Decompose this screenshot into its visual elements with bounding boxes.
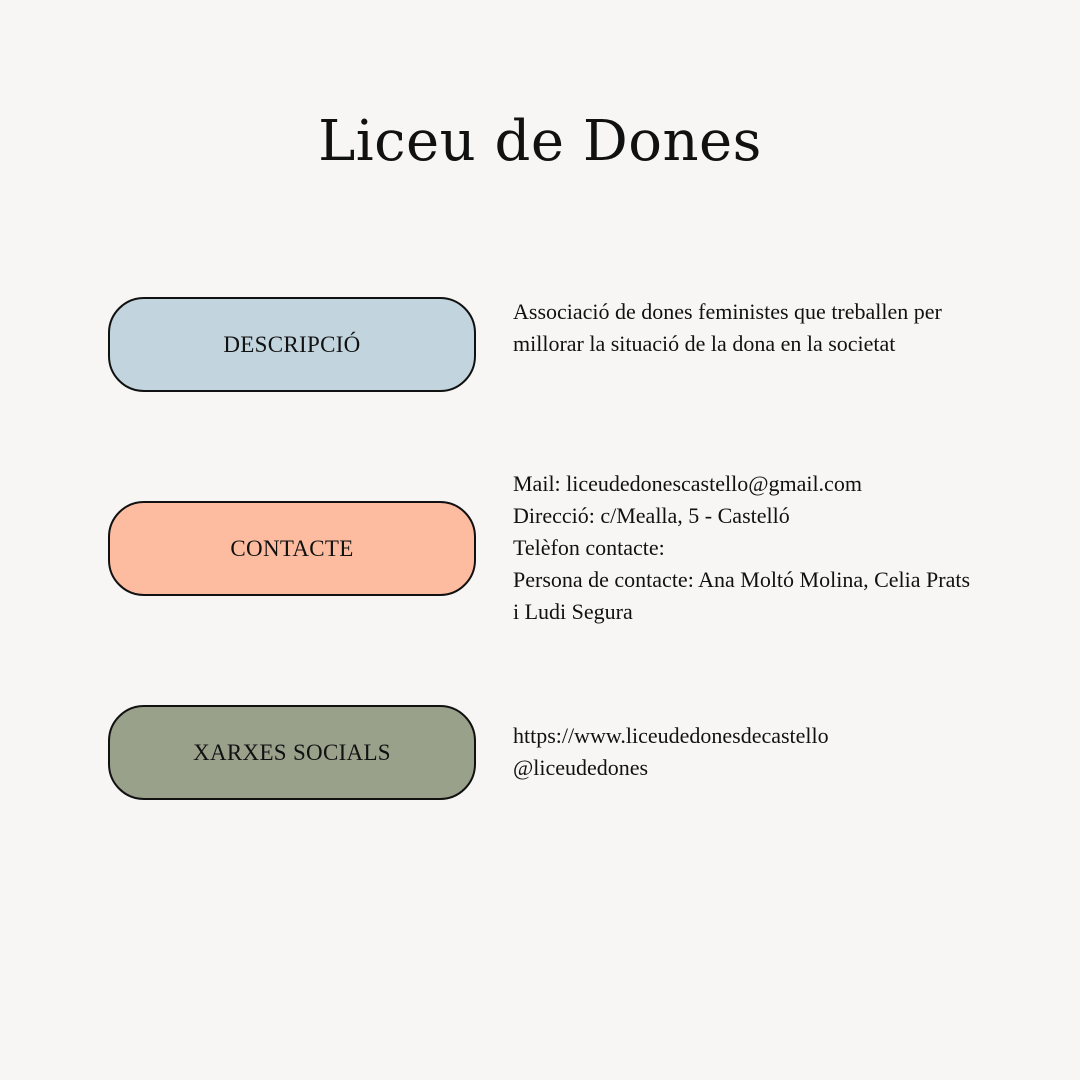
- descripcio-line-2: millorar la situació de la dona en la societat: [513, 331, 896, 356]
- descripcio-label-pill: [108, 297, 476, 392]
- xarxes-socials-text: [513, 720, 1073, 784]
- descripcio-label: DESCRIPCIÓ: [223, 331, 361, 357]
- xarxes-socials-label: XARXES SOCIALS: [193, 739, 391, 765]
- contacte-label: CONTACTE: [230, 535, 354, 561]
- contacte-label-pill: [108, 501, 476, 596]
- contacte-mail: Mail: liceudedonescastello@gmail.com: [513, 471, 862, 496]
- xarxes-socials-website: https://www.liceudedonesdecastello: [513, 723, 829, 748]
- contacte-text: [513, 468, 1073, 628]
- descripcio-line-1: Associació de dones feministes que treballen per: [513, 299, 942, 324]
- xarxes-socials-label-pill: [108, 705, 476, 800]
- descripcio-text: [513, 296, 1073, 360]
- contacte-phone: Telèfon contacte:: [513, 535, 665, 560]
- contacte-person-cont: i Ludi Segura: [513, 599, 633, 624]
- contacte-address: Direcció: c/Mealla, 5 - Castelló: [513, 503, 790, 528]
- xarxes-socials-handle: @liceudedones: [513, 755, 649, 780]
- page-title: Liceu de Dones: [318, 109, 762, 174]
- contacte-person: Persona de contacte: Ana Moltó Molina, Celia Prats: [513, 567, 971, 592]
